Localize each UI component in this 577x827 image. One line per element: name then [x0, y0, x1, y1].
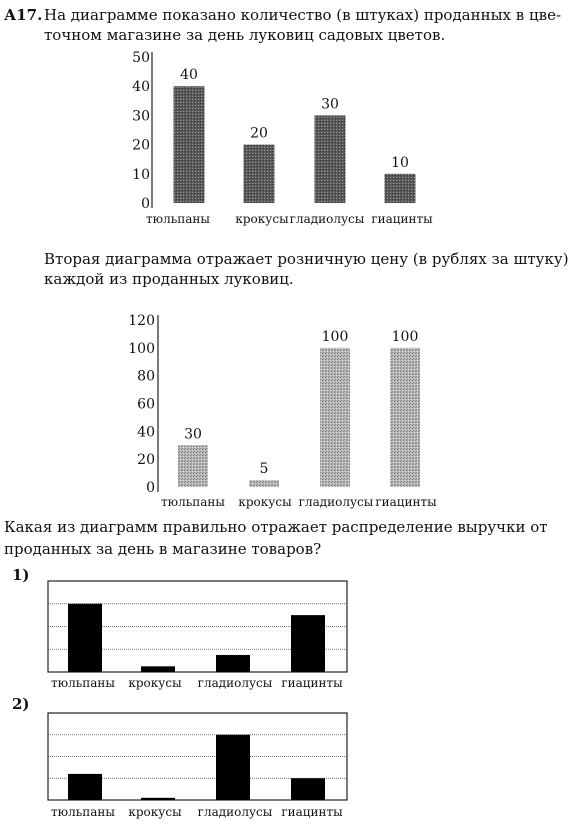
- category-label: гиацинты: [281, 676, 343, 690]
- option-2-label: 2): [12, 695, 30, 713]
- value-label: 20: [250, 125, 268, 142]
- y-tick-label-2: 60: [137, 396, 155, 413]
- bar-1-2: [244, 145, 275, 203]
- bar-2-2: [249, 480, 279, 487]
- category-label: гиацинты: [281, 805, 343, 819]
- y-tick-label-2: 100: [128, 340, 155, 357]
- category-label: тюльпаны: [51, 805, 115, 819]
- category-label: крокусы: [128, 676, 182, 690]
- category-label: тюльпаны: [146, 212, 210, 226]
- bar-1-1: [174, 86, 205, 203]
- y-tick-label-2: 80: [137, 368, 155, 385]
- bar-4-1: [68, 774, 102, 800]
- bar-3-1: [68, 604, 102, 672]
- value-label: 30: [321, 96, 339, 113]
- category-label: гиацинты: [371, 212, 433, 226]
- category-label: крокусы: [235, 212, 289, 226]
- y-tick-label-2: 0: [146, 480, 155, 496]
- y-tick-label-2: 120: [128, 313, 155, 329]
- category-label: крокусы: [128, 805, 182, 819]
- y-tick-label-1: 0: [141, 196, 150, 212]
- value-label: 100: [321, 328, 349, 345]
- intro-line-1: На диаграмме показано количество (в штуках) проданных в цве-: [44, 6, 562, 24]
- bar-2-4: [390, 348, 420, 487]
- question-line-2: проданных за день в магазине товаров?: [4, 540, 322, 558]
- category-label: тюльпаны: [161, 495, 225, 509]
- value-label: 30: [184, 426, 202, 443]
- bar-4-3: [216, 735, 250, 800]
- second-line-1: Вторая диаграмма отражает розничную цену (в рублях за штуку): [44, 250, 569, 268]
- question-line-1: Какая из диаграмм правильно отражает распределение выручки от: [4, 518, 548, 536]
- bar-4-4: [291, 778, 325, 800]
- y-tick-label-1: 10: [132, 166, 150, 183]
- intro-line-2: точном магазине за день луковиц садовых цветов.: [44, 26, 446, 44]
- second-line-2: каждой из проданных луковиц.: [44, 270, 294, 288]
- bar-3-4: [291, 615, 325, 672]
- problem-number: А17.: [4, 6, 43, 24]
- bar-1-4: [385, 174, 416, 203]
- value-label: 10: [391, 154, 409, 171]
- category-label: гладиолусы: [197, 805, 273, 819]
- bar-3-3: [216, 655, 250, 672]
- y-tick-label-1: 30: [132, 108, 150, 125]
- category-label: крокусы: [238, 495, 292, 509]
- category-label: гладиолусы: [197, 676, 273, 690]
- value-label: 100: [391, 328, 419, 345]
- option-1-label: 1): [12, 566, 30, 584]
- bar-3-2: [141, 666, 175, 672]
- y-tick-label-2: 40: [137, 424, 155, 441]
- category-label: гладиолусы: [298, 495, 374, 509]
- category-label: тюльпаны: [51, 676, 115, 690]
- bar-1-3: [315, 115, 346, 203]
- category-label: гиацинты: [375, 495, 437, 509]
- bar-4-2: [141, 798, 175, 800]
- y-tick-label-2: 20: [137, 452, 155, 469]
- bar-2-1: [178, 445, 208, 487]
- category-label: гладиолусы: [289, 212, 365, 226]
- bar-2-3: [320, 348, 350, 487]
- value-label: 5: [259, 461, 269, 478]
- y-tick-label-1: 50: [132, 50, 150, 66]
- y-tick-label-1: 20: [132, 137, 150, 154]
- value-label: 40: [180, 67, 198, 84]
- y-tick-label-1: 40: [132, 79, 150, 96]
